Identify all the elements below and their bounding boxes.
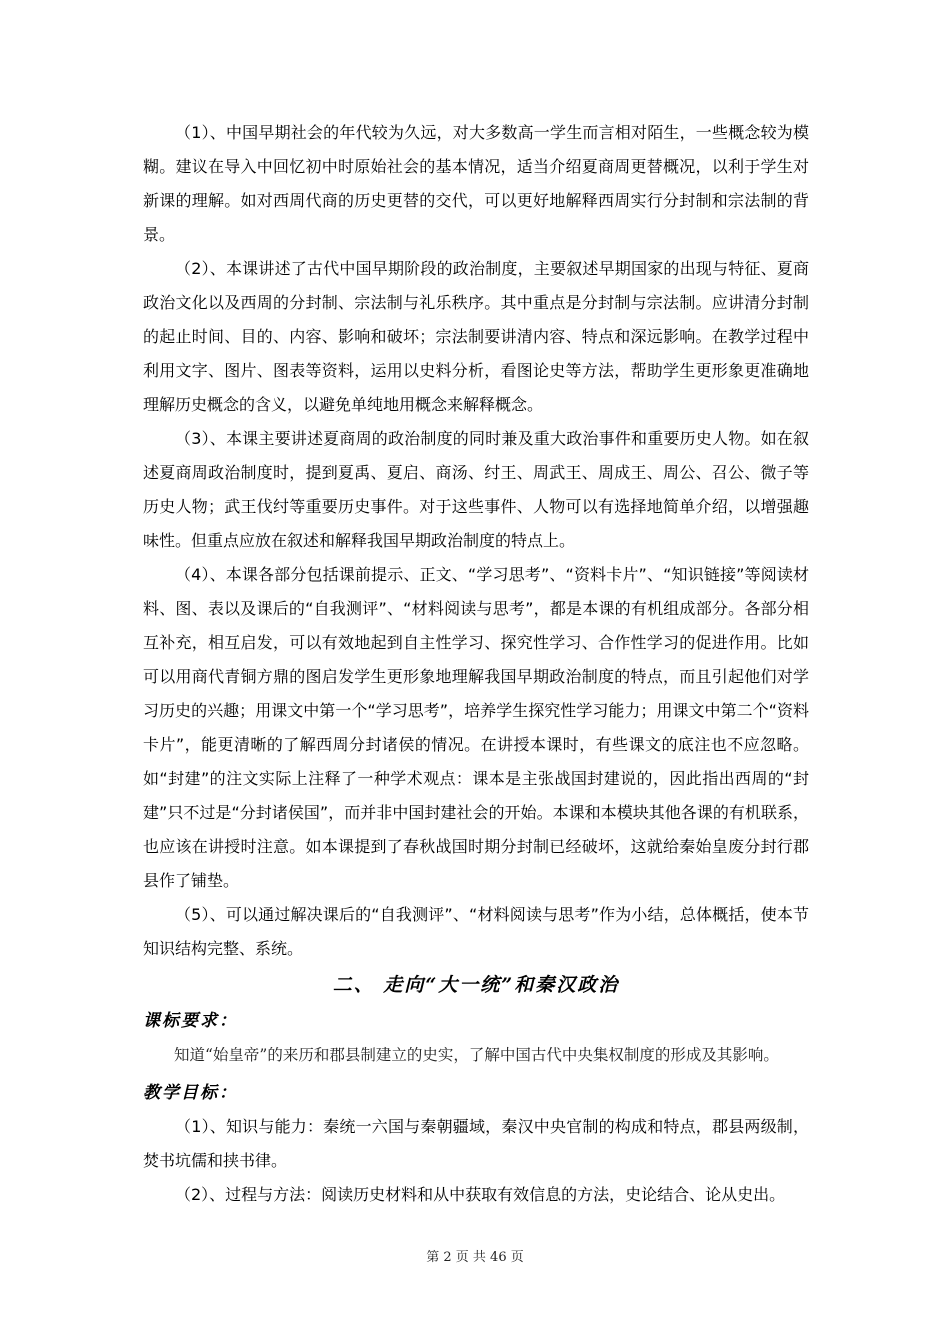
paragraph-4: （4）、本课各部分包括课前提示、正文、“学习思考”、“资料卡片”、“知识链接”等阅读材料、图、表以及课后的“自我测评”、“材料阅读与思考”，都是本课的有机组成部分。各部分相互补充，相互启发，可以有效地起到自主性学习、探究性学习、合作性学习的促进作用。比如可以用商代青铜方鼎的图启发学生更形象地理解我国早期政治制度的特点，而且引起他们对学习历史的兴趣；用课文中第一个“学习思考”，培养学生探究性学习能力；用课文中第二个“资料卡片”，能更清晰的了解西周分封诸侯的情况。在讲授本课时，有些课文的底注也不应忽略。如“封建”的注文实际上注释了一种学术观点：课本是主张战国封建说的，因此指出西周的“封建”只不过是“分封诸侯国”，而并非中国封建社会的开始。本课和本模块其他各课的有机联系，也应该在讲授时注意。如本课提到了春秋战国时期分封制已经破坏，这就给秦始皇废分封行郡县作了铺垫。 <box>143 565 809 890</box>
paragraph-5: （5）、可以通过解决课后的“自我测评”、“材料阅读与思考”作为小结，总体概括，使本节知识结构完整、系统。 <box>143 905 809 958</box>
paragraph-3: （3）、本课主要讲述夏商周的政治制度的同时兼及重大政治事件和重要历史人物。如在叙述夏商周政治制度时，提到夏禹、夏启、商汤、纣王、周武王、周成王、周公、召公、微子等历史人物；武王伐纣等重要历史事件。对于这些事件、人物可以有选择地简单介绍，以增强趣味性。但重点应放在叙述和解释我国早期政治制度的特点上。 <box>143 429 809 550</box>
curriculum-standard-heading: 课标要求： <box>143 1011 238 1031</box>
teaching-goals-heading: 教学目标： <box>143 1083 238 1103</box>
paragraph-1: （1）、中国早期社会的年代较为久远，对大多数高一学生而言相对陌生，一些概念较为模糊。建议在导入中回忆初中时原始社会的基本情况，适当介绍夏商周更替概况，以利于学生对新课的理解。如对西周代商的历史更替的交代，可以更好地解释西周实行分封制和宗法制的背景。 <box>143 123 809 244</box>
teaching-goal-2: （2）、过程与方法：阅读历史材料和从中获取有效信息的方法，史论结合、论从史出。 <box>175 1185 786 1204</box>
paragraph-2: （2）、本课讲述了古代中国早期阶段的政治制度，主要叙述早期国家的出现与特征、夏商政治文化以及西周的分封制、宗法制与礼乐秩序。其中重点是分封制与宗法制。应讲清分封制的起止时间、目的、内容、影响和破坏；宗法制要讲清内容、特点和深远影响。在教学过程中利用文字、图片、图表等资料，运用以史料分析，看图论史等方法，帮助学生更形象更准确地理解历史概念的含义，以避免单纯地用概念来解释概念。 <box>143 259 809 414</box>
section-title: 二、 走向“大一统”和秦汉政治 <box>332 974 620 996</box>
curriculum-standard-text: 知道“始皇帝”的来历和郡县制建立的史实，了解中国古代中央集权制度的形成及其影响。 <box>174 1046 779 1064</box>
page-footer: 第 2 页 共 46 页 <box>426 1250 524 1265</box>
page-content <box>143 116 809 1212</box>
teaching-goal-1: （1）、知识与能力：秦统一六国与秦朝疆域，秦汉中央官制的构成和特点，郡县两级制，焚书坑儒和挟书律。 <box>143 1117 809 1170</box>
